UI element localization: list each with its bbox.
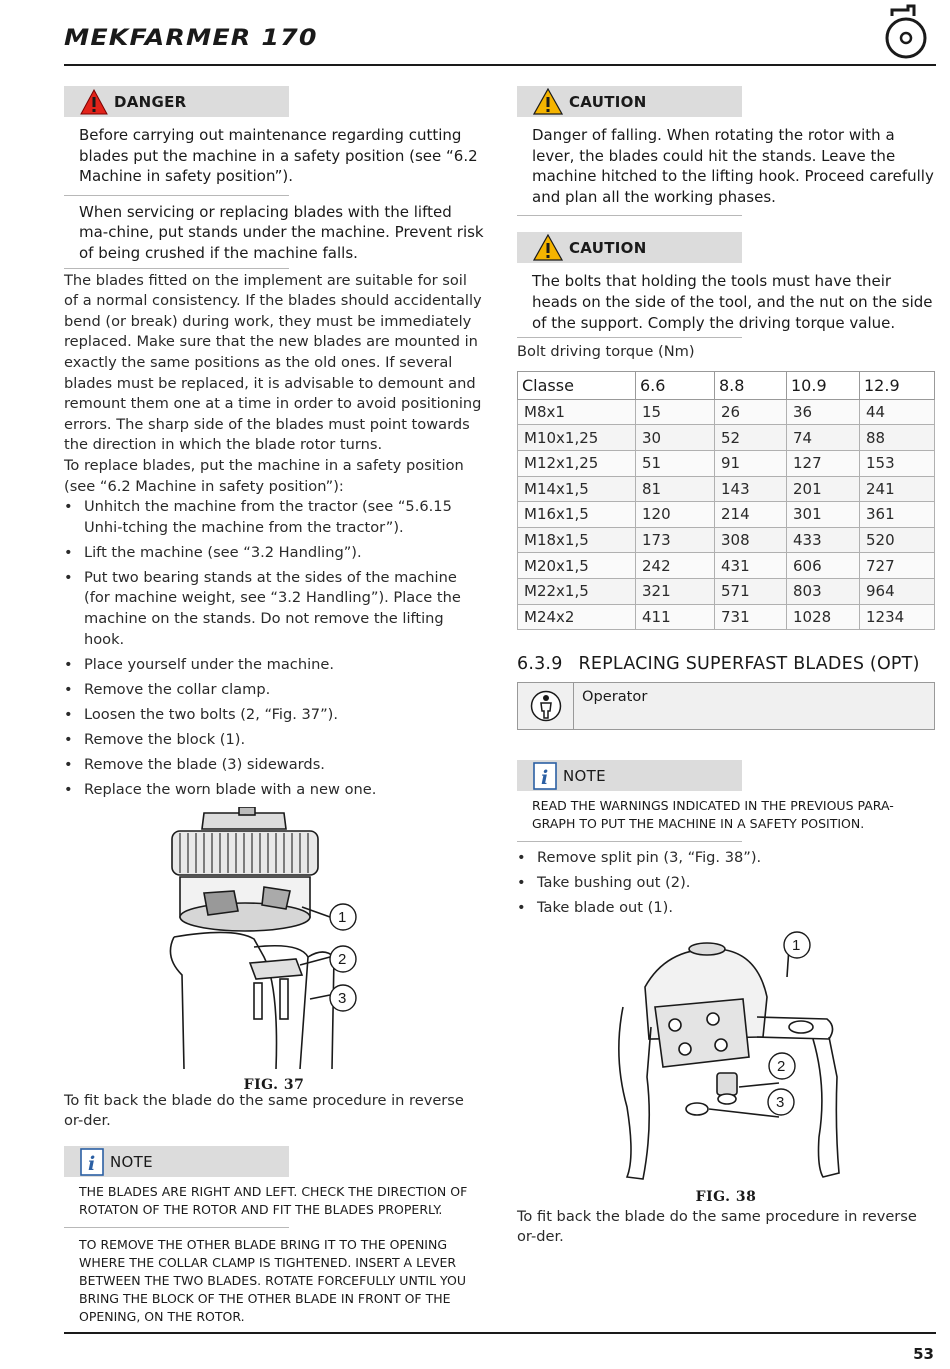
caution-text-2: The bolts that holding the tools must have their heads on the side of the tool, and the nut on the side of the support. Comply the driving torque value.	[532, 272, 933, 332]
table-cell: 30	[636, 425, 715, 451]
reverse-procedure-paragraph-right: To fit back the blade do the same procedure in reverse or-der.	[517, 1207, 917, 1246]
table-cell: 74	[787, 425, 860, 451]
table-cell: 411	[636, 604, 715, 630]
callout-1: 1	[338, 908, 347, 926]
table-cell: 1028	[787, 604, 860, 630]
table-cell: 1234	[860, 604, 935, 630]
caution-text-1: Danger of falling. When rotating the rotor with a lever, the blades could hit the stands. Leave the machine hitched to the lifting hook. Proceed carefully and plan all the working phases.	[532, 126, 934, 206]
table-cell: 964	[860, 578, 935, 604]
table-cell: 91	[715, 450, 787, 476]
table-header-row	[518, 371, 935, 399]
caution-separator-2	[517, 337, 742, 338]
table-cell: 52	[715, 425, 787, 451]
torque-table-caption: Bolt driving torque (Nm)	[517, 343, 695, 361]
section-title: REPLACING SUPERFAST BLADES (OPT)	[578, 654, 920, 675]
table-cell: 120	[636, 502, 715, 528]
list-item: • Take bushing out (2).	[517, 873, 935, 894]
table-cell: 44	[860, 399, 935, 425]
list-item: • Remove split pin (3, “Fig. 38”).	[517, 848, 935, 869]
table-cell: M24x2	[518, 604, 636, 630]
table-cell: 433	[787, 527, 860, 553]
table-row	[518, 476, 935, 502]
table-cell: 51	[636, 450, 715, 476]
table-row	[518, 578, 935, 604]
list-item: • Replace the worn blade with a new one.	[64, 780, 484, 801]
caution-label-2: CAUTION	[569, 238, 647, 257]
table-cell: 520	[860, 527, 935, 553]
superfast-blade-illustration	[517, 927, 935, 1185]
left-column	[64, 86, 484, 1333]
danger-label: DANGER	[114, 92, 187, 111]
danger-warning-icon	[80, 89, 108, 115]
figure-38-caption: FIG. 38	[695, 1188, 757, 1205]
rotor-blade-illustration	[64, 807, 484, 1069]
table-cell: M20x1,5	[518, 553, 636, 579]
list-item: • Remove the collar clamp.	[64, 680, 484, 701]
table-cell: 242	[636, 553, 715, 579]
info-icon	[533, 762, 557, 790]
right-column	[517, 86, 935, 1248]
table-cell: 26	[715, 399, 787, 425]
caution-warning-icon	[533, 234, 563, 261]
table-cell: M18x1,5	[518, 527, 636, 553]
operator-label: Operator	[582, 688, 648, 706]
operator-icon	[530, 690, 562, 722]
table-cell: 15	[636, 399, 715, 425]
danger-separator-end	[64, 268, 289, 269]
table-cell: 571	[715, 578, 787, 604]
superfast-steps-list	[517, 848, 935, 919]
caution-separator-1	[517, 215, 742, 216]
operator-box	[517, 682, 935, 730]
table-cell: 241	[860, 476, 935, 502]
footer-rule	[64, 1332, 936, 1334]
table-cell: 153	[860, 450, 935, 476]
note-label-right: NOTE	[563, 766, 606, 785]
blades-paragraph: The blades fitted on the implement are suitable for soil of a normal consistency. If the blades should accidentally bend (or break) during work, they must be immediately replaced. Make sure that the new blades are mounted in exactly the same positions as the old ones. If several blades must be replaced, it is advisable to demount and remount them one at a time in order to avoid positioning errors. The sharp side of the blades must point towards the direction in which the blade rotor turns.	[64, 271, 482, 454]
list-item: • Put two bearing stands at the sides of the machine (for machine weight, see “3.2 Handling”). Place the machine on the stands. Do not remove the lifting hook.	[64, 568, 484, 650]
table-header: 10.9	[787, 371, 860, 399]
caution-header-1	[517, 86, 742, 117]
table-cell: M14x1,5	[518, 476, 636, 502]
table-cell: M12x1,25	[518, 450, 636, 476]
caution-warning-icon	[533, 88, 563, 115]
table-cell: 81	[636, 476, 715, 502]
note-header	[64, 1146, 289, 1177]
table-row	[518, 425, 935, 451]
rotor-logo-icon	[884, 4, 934, 62]
table-header: Classe	[518, 371, 636, 399]
danger-header	[64, 86, 289, 117]
list-item: • Place yourself under the machine.	[64, 655, 484, 676]
torque-table	[517, 371, 935, 630]
table-cell: 308	[715, 527, 787, 553]
note-label: NOTE	[110, 1152, 153, 1171]
section-number: 6.3.9	[517, 654, 563, 675]
safety-position-paragraph: To replace blades, put the machine in a safety position (see “6.2 Machine in safety position”):	[64, 456, 464, 495]
table-cell: 143	[715, 476, 787, 502]
figure-37	[64, 807, 484, 1091]
table-cell: 36	[787, 399, 860, 425]
table-cell: 127	[787, 450, 860, 476]
table-header: 12.9	[860, 371, 935, 399]
caution-label-1: CAUTION	[569, 92, 647, 111]
figure-37-caption: FIG. 37	[243, 1076, 305, 1093]
table-cell: M8x1	[518, 399, 636, 425]
table-row	[518, 553, 935, 579]
table-cell: 803	[787, 578, 860, 604]
list-item: • Remove the blade (3) sidewards.	[64, 755, 484, 776]
svg-text:i: i	[88, 1152, 96, 1175]
table-cell: 173	[636, 527, 715, 553]
section-heading	[517, 654, 935, 674]
header-rule	[64, 64, 936, 66]
list-item: • Lift the machine (see “3.2 Handling”).	[64, 543, 484, 564]
note-separator-right	[517, 841, 742, 842]
figure-38	[517, 927, 935, 1213]
list-item: • Unhitch the machine from the tractor (see “5.6.15 Unhi-tching the machine from the tractor”).	[64, 497, 484, 538]
table-cell: 731	[715, 604, 787, 630]
table-row	[518, 450, 935, 476]
note-text-2: TO REMOVE THE OTHER BLADE BRING IT TO THE OPENING WHERE THE COLLAR CLAMP IS TIGHTENED. INSERT A LEVER BETWEEN THE TWO BLADES. ROTATE FORCEFULLY UNTIL YOU BRING THE BLOCK OF THE OTHER BLADE IN FRONT OF THE OPENING, ON THE ROTOR.	[79, 1237, 466, 1324]
list-item: • Loosen the two bolts (2, “Fig. 37”).	[64, 705, 484, 726]
table-cell: 606	[787, 553, 860, 579]
table-row	[518, 399, 935, 425]
table-cell: M16x1,5	[518, 502, 636, 528]
replace-steps-list	[64, 497, 484, 801]
callout-2: 2	[777, 1057, 786, 1075]
table-cell: 301	[787, 502, 860, 528]
table-cell: 727	[860, 553, 935, 579]
note-header-right	[517, 760, 742, 791]
table-cell: 321	[636, 578, 715, 604]
note-text-1: THE BLADES ARE RIGHT AND LEFT. CHECK THE DIRECTION OF ROTATON OF THE ROTOR AND FIT THE BLADES PROPERLY.	[79, 1184, 468, 1217]
table-header: 6.6	[636, 371, 715, 399]
callout-3: 3	[338, 989, 347, 1007]
table-header: 8.8	[715, 371, 787, 399]
callout-3: 3	[776, 1093, 785, 1111]
document-title: MEKFARMER 170	[64, 26, 318, 51]
svg-text:i: i	[541, 766, 549, 789]
table-row	[518, 502, 935, 528]
torque-table-body	[518, 399, 935, 629]
table-cell: M22x1,5	[518, 578, 636, 604]
info-icon	[80, 1148, 104, 1176]
table-cell: 214	[715, 502, 787, 528]
callout-2: 2	[338, 950, 347, 968]
list-item: • Take blade out (1).	[517, 898, 935, 919]
caution-header-2	[517, 232, 742, 263]
note-text-right: READ THE WARNINGS INDICATED IN THE PREVIOUS PARA-GRAPH TO PUT THE MACHINE IN A SAFETY POSITION.	[532, 798, 894, 832]
danger-text-1: Before carrying out maintenance regarding cutting blades put the machine in a safety position (see “6.2 Machine in safety position”).	[79, 126, 478, 186]
table-cell: 201	[787, 476, 860, 502]
table-row	[518, 527, 935, 553]
list-item: • Remove the block (1).	[64, 730, 484, 751]
table-row	[518, 604, 935, 630]
page-number: 53	[913, 1345, 934, 1363]
danger-text-2: When servicing or replacing blades with the lifted ma-chine, put stands under the machine. Prevent risk of being crushed if the machine falls.	[79, 202, 484, 262]
callout-1: 1	[792, 936, 801, 954]
reverse-procedure-paragraph: To fit back the blade do the same procedure in reverse or-der.	[64, 1091, 464, 1130]
table-cell: M10x1,25	[518, 425, 636, 451]
table-cell: 88	[860, 425, 935, 451]
table-cell: 361	[860, 502, 935, 528]
table-cell: 431	[715, 553, 787, 579]
